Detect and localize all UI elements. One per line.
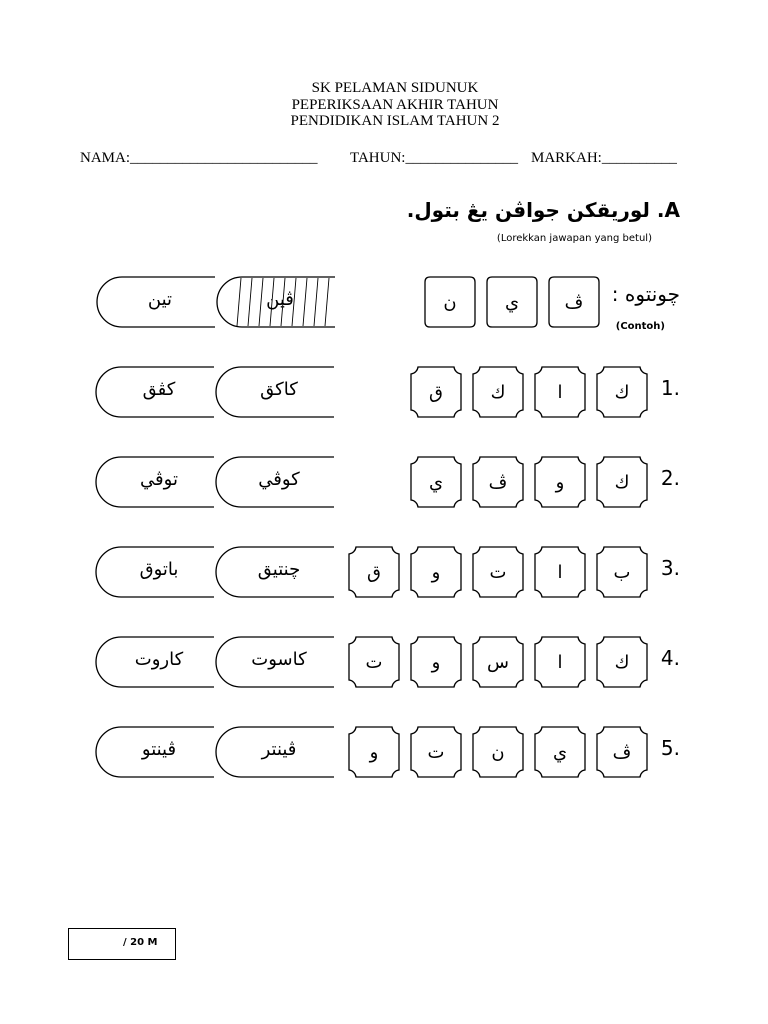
answer-option[interactable]	[214, 456, 334, 508]
question-number: 1.	[660, 376, 680, 400]
letter-tile-text: ن	[443, 291, 457, 313]
name-field[interactable]: NAMA:_________________________	[80, 150, 318, 166]
marks-field[interactable]: MARKAH:__________	[531, 150, 677, 166]
year-field[interactable]: TAHUN:_______________	[350, 150, 518, 166]
letter-tile-text: ق	[429, 381, 443, 403]
letter-tile-text: و	[369, 741, 379, 763]
letter-tile	[596, 366, 648, 418]
answer-option[interactable]	[94, 456, 214, 508]
letter-tile	[596, 456, 648, 508]
letter-tile	[472, 366, 524, 418]
answer-word: كاكق	[260, 379, 298, 400]
letter-tile	[410, 546, 462, 598]
letter-tile-text: ن	[491, 741, 505, 763]
letter-tile	[410, 726, 462, 778]
letter-tile-text: ڤ	[488, 471, 508, 493]
letter-tile	[534, 726, 586, 778]
answer-word: تين	[147, 289, 173, 310]
question-number: 3.	[660, 556, 680, 580]
answer-option[interactable]	[214, 726, 334, 778]
letter-tile-text: ي	[504, 291, 520, 313]
letter-tile	[596, 546, 648, 598]
exam-name: PEPERIKSAAN AKHIR TAHUN	[291, 96, 499, 113]
school-name: SK PELAMAN SIDUNUK	[311, 80, 479, 96]
subject-name: PENDIDIKAN ISLAM TAHUN 2	[290, 113, 500, 129]
section-instruction: (Lorekkan jawapan yang betul)	[496, 233, 652, 244]
answer-word: ڤين	[266, 289, 294, 310]
letter-tile	[348, 636, 400, 688]
score-box	[68, 928, 176, 960]
letter-tile	[410, 456, 462, 508]
letter-tile	[548, 276, 600, 328]
letter-tile	[472, 636, 524, 688]
section-title: A. لوريقكن جواڤن يڠ بتول.	[406, 198, 680, 222]
letter-tile-text: ك	[490, 381, 506, 403]
letter-tile	[534, 456, 586, 508]
letter-tile-text: ڤ	[564, 291, 584, 313]
answer-word: ڤينتر	[261, 739, 297, 760]
letter-tile	[472, 456, 524, 508]
letter-tile-text: ڤ	[612, 741, 632, 763]
answer-option[interactable]	[214, 366, 334, 418]
letter-tile-text: و	[555, 471, 565, 493]
answer-word: كوڤي	[258, 469, 300, 490]
example-sublabel: (Contoh)	[615, 321, 665, 332]
question-number: 5.	[660, 736, 680, 760]
answer-word: كڤق	[142, 379, 176, 400]
answer-word: ڤينتو	[141, 739, 177, 760]
letter-tile	[534, 366, 586, 418]
letter-tile-text: ا	[557, 561, 563, 583]
letter-tile-text: ك	[614, 381, 630, 403]
answer-word: چنتيق	[257, 559, 301, 580]
answer-option[interactable]	[214, 636, 334, 688]
answer-word: باتوق	[139, 559, 179, 580]
letter-tile-text: ك	[614, 651, 630, 673]
score-label: / 20 M	[123, 937, 158, 948]
letter-tile	[410, 636, 462, 688]
letter-tile-text: ك	[614, 471, 630, 493]
letter-tile-text: ت	[365, 651, 383, 673]
question-number: 4.	[660, 646, 680, 670]
letter-tile	[486, 276, 538, 328]
answer-option[interactable]	[94, 636, 214, 688]
letter-tile	[348, 546, 400, 598]
answer-word: توڤي	[140, 469, 178, 490]
letter-tile	[534, 636, 586, 688]
letter-tile	[424, 276, 476, 328]
worksheet-header	[0, 80, 768, 130]
letter-tile-text: و	[431, 561, 441, 583]
answer-option[interactable]	[94, 726, 214, 778]
example-label: چونتوه :	[611, 282, 680, 306]
shading-line	[325, 278, 329, 326]
letter-tile-text: ا	[557, 381, 563, 403]
letter-tile	[410, 366, 462, 418]
answer-option[interactable]	[214, 546, 334, 598]
letter-tile-text: ت	[427, 741, 445, 763]
answer-option[interactable]	[94, 546, 214, 598]
letter-tile	[348, 726, 400, 778]
letter-tile	[472, 726, 524, 778]
letter-tile-text: ق	[367, 561, 381, 583]
letter-tile-text: ب	[613, 561, 631, 583]
answer-option[interactable]	[94, 366, 214, 418]
answer-option[interactable]	[215, 276, 335, 328]
letter-tile	[596, 636, 648, 688]
letter-tile	[472, 546, 524, 598]
answer-option[interactable]	[95, 276, 215, 328]
letter-tile-text: س	[487, 651, 509, 673]
letter-tile-text: و	[431, 651, 441, 673]
answer-word: كاسوت	[251, 649, 307, 670]
letter-tile	[534, 546, 586, 598]
letter-tile-text: ت	[489, 561, 507, 583]
letter-tile-text: ي	[552, 741, 568, 763]
letter-tile-text: ا	[557, 651, 563, 673]
answer-word: كاروت	[134, 649, 184, 670]
letter-tile-text: ي	[428, 471, 444, 493]
letter-tile	[596, 726, 648, 778]
question-number: 2.	[660, 466, 680, 490]
